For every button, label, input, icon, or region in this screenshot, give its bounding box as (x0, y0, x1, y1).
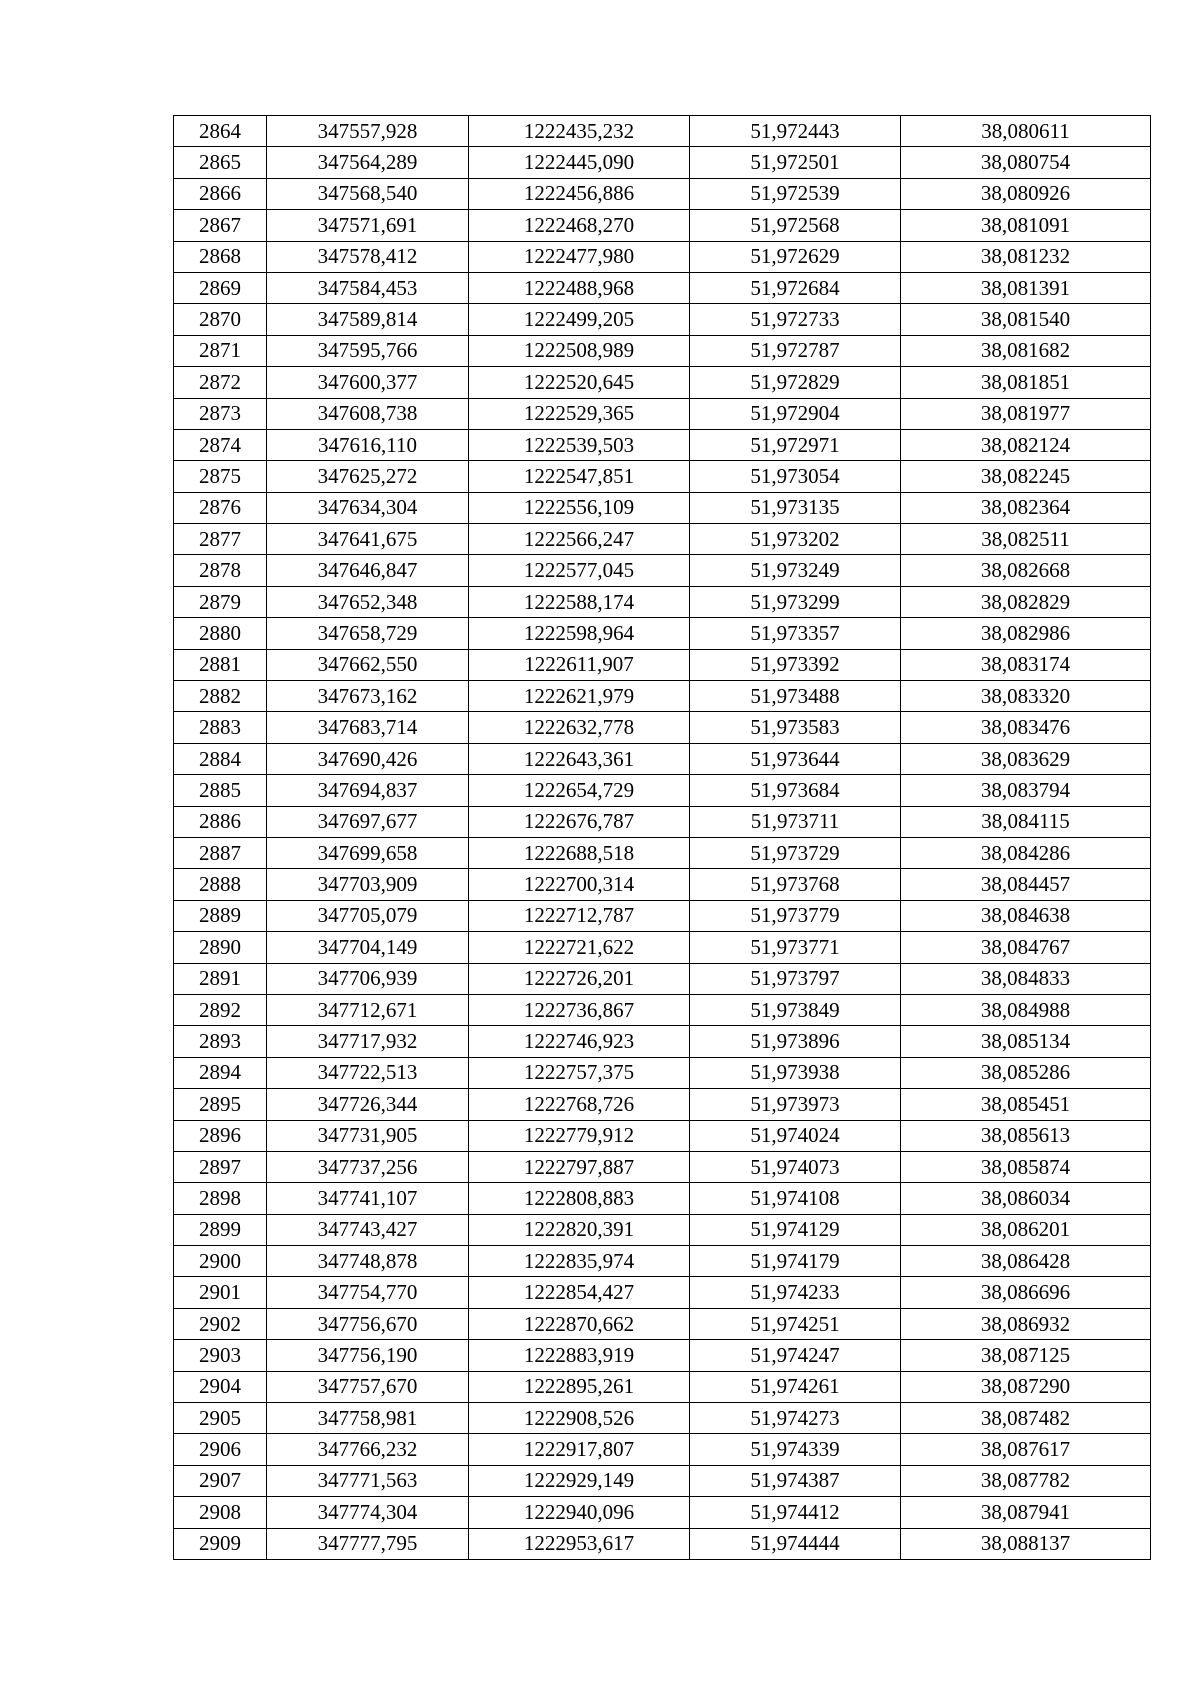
x-coordinate-cell: 347717,932 (267, 1026, 469, 1057)
latitude-cell: 51,973973 (690, 1089, 901, 1120)
longitude-cell: 38,080754 (901, 147, 1151, 178)
x-coordinate-cell: 347726,344 (267, 1089, 469, 1120)
table-row (174, 900, 1151, 931)
longitude-cell: 38,081977 (901, 398, 1151, 429)
y-coordinate-cell: 1222736,867 (469, 994, 690, 1025)
point-number-cell: 2904 (174, 1371, 267, 1402)
y-coordinate-cell: 1222808,883 (469, 1183, 690, 1214)
longitude-cell: 38,083629 (901, 743, 1151, 774)
y-coordinate-cell: 1222456,886 (469, 178, 690, 209)
longitude-cell: 38,086932 (901, 1308, 1151, 1339)
longitude-cell: 38,083794 (901, 775, 1151, 806)
y-coordinate-cell: 1222688,518 (469, 837, 690, 868)
point-number-cell: 2880 (174, 618, 267, 649)
latitude-cell: 51,973729 (690, 837, 901, 868)
longitude-cell: 38,082245 (901, 461, 1151, 492)
longitude-cell: 38,084833 (901, 963, 1151, 994)
y-coordinate-cell: 1222908,526 (469, 1403, 690, 1434)
longitude-cell: 38,082124 (901, 429, 1151, 460)
table-row (174, 429, 1151, 460)
table-row (174, 1497, 1151, 1528)
point-number-cell: 2872 (174, 367, 267, 398)
table-row (174, 1246, 1151, 1277)
latitude-cell: 51,974339 (690, 1434, 901, 1465)
y-coordinate-cell: 1222529,365 (469, 398, 690, 429)
longitude-cell: 38,084115 (901, 806, 1151, 837)
point-number-cell: 2871 (174, 335, 267, 366)
table-row (174, 555, 1151, 586)
x-coordinate-cell: 347683,714 (267, 712, 469, 743)
y-coordinate-cell: 1222508,989 (469, 335, 690, 366)
longitude-cell: 38,083174 (901, 649, 1151, 680)
table-row (174, 1214, 1151, 1245)
x-coordinate-cell: 347754,770 (267, 1277, 469, 1308)
longitude-cell: 38,083476 (901, 712, 1151, 743)
y-coordinate-cell: 1222632,778 (469, 712, 690, 743)
longitude-cell: 38,084638 (901, 900, 1151, 931)
y-coordinate-cell: 1222598,964 (469, 618, 690, 649)
point-number-cell: 2907 (174, 1465, 267, 1496)
latitude-cell: 51,973771 (690, 932, 901, 963)
x-coordinate-cell: 347595,766 (267, 335, 469, 366)
longitude-cell: 38,084457 (901, 869, 1151, 900)
x-coordinate-cell: 347757,670 (267, 1371, 469, 1402)
x-coordinate-cell: 347743,427 (267, 1214, 469, 1245)
x-coordinate-cell: 347756,190 (267, 1340, 469, 1371)
x-coordinate-cell: 347694,837 (267, 775, 469, 806)
point-number-cell: 2877 (174, 524, 267, 555)
y-coordinate-cell: 1222768,726 (469, 1089, 690, 1120)
longitude-cell: 38,087125 (901, 1340, 1151, 1371)
table-row (174, 304, 1151, 335)
table-row (174, 1528, 1151, 1559)
point-number-cell: 2883 (174, 712, 267, 743)
point-number-cell: 2891 (174, 963, 267, 994)
point-number-cell: 2905 (174, 1403, 267, 1434)
x-coordinate-cell: 347771,563 (267, 1465, 469, 1496)
point-number-cell: 2909 (174, 1528, 267, 1559)
point-number-cell: 2867 (174, 210, 267, 241)
longitude-cell: 38,085134 (901, 1026, 1151, 1057)
y-coordinate-cell: 1222577,045 (469, 555, 690, 586)
longitude-cell: 38,082511 (901, 524, 1151, 555)
longitude-cell: 38,082668 (901, 555, 1151, 586)
x-coordinate-cell: 347705,079 (267, 900, 469, 931)
x-coordinate-cell: 347625,272 (267, 461, 469, 492)
latitude-cell: 51,974129 (690, 1214, 901, 1245)
y-coordinate-cell: 1222621,979 (469, 681, 690, 712)
latitude-cell: 51,973684 (690, 775, 901, 806)
latitude-cell: 51,972629 (690, 241, 901, 272)
table-row (174, 178, 1151, 209)
table-row (174, 116, 1151, 147)
latitude-cell: 51,973896 (690, 1026, 901, 1057)
y-coordinate-cell: 1222566,247 (469, 524, 690, 555)
longitude-cell: 38,084988 (901, 994, 1151, 1025)
point-number-cell: 2882 (174, 681, 267, 712)
latitude-cell: 51,974261 (690, 1371, 901, 1402)
x-coordinate-cell: 347634,304 (267, 492, 469, 523)
table-row (174, 524, 1151, 555)
y-coordinate-cell: 1222700,314 (469, 869, 690, 900)
table-row (174, 1277, 1151, 1308)
longitude-cell: 38,083320 (901, 681, 1151, 712)
point-number-cell: 2886 (174, 806, 267, 837)
table-row (174, 147, 1151, 178)
y-coordinate-cell: 1222870,662 (469, 1308, 690, 1339)
longitude-cell: 38,086201 (901, 1214, 1151, 1245)
table-row (174, 618, 1151, 649)
table-row (174, 241, 1151, 272)
latitude-cell: 51,972684 (690, 272, 901, 303)
longitude-cell: 38,087290 (901, 1371, 1151, 1402)
point-number-cell: 2906 (174, 1434, 267, 1465)
y-coordinate-cell: 1222746,923 (469, 1026, 690, 1057)
x-coordinate-cell: 347722,513 (267, 1057, 469, 1088)
x-coordinate-cell: 347584,453 (267, 272, 469, 303)
x-coordinate-cell: 347737,256 (267, 1151, 469, 1182)
latitude-cell: 51,972539 (690, 178, 901, 209)
y-coordinate-cell: 1222611,907 (469, 649, 690, 680)
table-row (174, 869, 1151, 900)
y-coordinate-cell: 1222654,729 (469, 775, 690, 806)
table-row (174, 586, 1151, 617)
point-number-cell: 2875 (174, 461, 267, 492)
table-row (174, 837, 1151, 868)
y-coordinate-cell: 1222477,980 (469, 241, 690, 272)
point-number-cell: 2874 (174, 429, 267, 460)
point-number-cell: 2865 (174, 147, 267, 178)
latitude-cell: 51,972568 (690, 210, 901, 241)
latitude-cell: 51,973711 (690, 806, 901, 837)
longitude-cell: 38,081232 (901, 241, 1151, 272)
table-row (174, 1089, 1151, 1120)
x-coordinate-cell: 347741,107 (267, 1183, 469, 1214)
y-coordinate-cell: 1222712,787 (469, 900, 690, 931)
table-row (174, 806, 1151, 837)
longitude-cell: 38,081851 (901, 367, 1151, 398)
x-coordinate-cell: 347706,939 (267, 963, 469, 994)
x-coordinate-cell: 347758,981 (267, 1403, 469, 1434)
point-number-cell: 2908 (174, 1497, 267, 1528)
latitude-cell: 51,973583 (690, 712, 901, 743)
longitude-cell: 38,085613 (901, 1120, 1151, 1151)
table-row (174, 398, 1151, 429)
x-coordinate-cell: 347699,658 (267, 837, 469, 868)
x-coordinate-cell: 347712,671 (267, 994, 469, 1025)
table-row (174, 1340, 1151, 1371)
y-coordinate-cell: 1222854,427 (469, 1277, 690, 1308)
longitude-cell: 38,087782 (901, 1465, 1151, 1496)
y-coordinate-cell: 1222547,851 (469, 461, 690, 492)
longitude-cell: 38,086428 (901, 1246, 1151, 1277)
x-coordinate-cell: 347766,232 (267, 1434, 469, 1465)
point-number-cell: 2900 (174, 1246, 267, 1277)
point-number-cell: 2902 (174, 1308, 267, 1339)
latitude-cell: 51,972501 (690, 147, 901, 178)
latitude-cell: 51,972787 (690, 335, 901, 366)
latitude-cell: 51,974108 (690, 1183, 901, 1214)
y-coordinate-cell: 1222895,261 (469, 1371, 690, 1402)
x-coordinate-cell: 347731,905 (267, 1120, 469, 1151)
y-coordinate-cell: 1222520,645 (469, 367, 690, 398)
table-row (174, 963, 1151, 994)
y-coordinate-cell: 1222556,109 (469, 492, 690, 523)
y-coordinate-cell: 1222468,270 (469, 210, 690, 241)
x-coordinate-cell: 347641,675 (267, 524, 469, 555)
table-row (174, 210, 1151, 241)
latitude-cell: 51,973392 (690, 649, 901, 680)
point-number-cell: 2887 (174, 837, 267, 868)
latitude-cell: 51,974073 (690, 1151, 901, 1182)
table-row (174, 367, 1151, 398)
table-row (174, 649, 1151, 680)
x-coordinate-cell: 347756,670 (267, 1308, 469, 1339)
latitude-cell: 51,973299 (690, 586, 901, 617)
y-coordinate-cell: 1222588,174 (469, 586, 690, 617)
table-row (174, 712, 1151, 743)
y-coordinate-cell: 1222643,361 (469, 743, 690, 774)
longitude-cell: 38,082364 (901, 492, 1151, 523)
longitude-cell: 38,085874 (901, 1151, 1151, 1182)
point-number-cell: 2878 (174, 555, 267, 586)
y-coordinate-cell: 1222883,919 (469, 1340, 690, 1371)
longitude-cell: 38,087482 (901, 1403, 1151, 1434)
table-row (174, 775, 1151, 806)
latitude-cell: 51,973779 (690, 900, 901, 931)
table-row (174, 1465, 1151, 1496)
point-number-cell: 2864 (174, 116, 267, 147)
y-coordinate-cell: 1222835,974 (469, 1246, 690, 1277)
y-coordinate-cell: 1222929,149 (469, 1465, 690, 1496)
longitude-cell: 38,080926 (901, 178, 1151, 209)
longitude-cell: 38,082829 (901, 586, 1151, 617)
x-coordinate-cell: 347673,162 (267, 681, 469, 712)
latitude-cell: 51,973357 (690, 618, 901, 649)
latitude-cell: 51,974444 (690, 1528, 901, 1559)
table-row (174, 1057, 1151, 1088)
longitude-cell: 38,081391 (901, 272, 1151, 303)
point-number-cell: 2889 (174, 900, 267, 931)
point-number-cell: 2879 (174, 586, 267, 617)
longitude-cell: 38,087617 (901, 1434, 1151, 1465)
table-row (174, 994, 1151, 1025)
point-number-cell: 2893 (174, 1026, 267, 1057)
point-number-cell: 2881 (174, 649, 267, 680)
latitude-cell: 51,972904 (690, 398, 901, 429)
x-coordinate-cell: 347652,348 (267, 586, 469, 617)
latitude-cell: 51,973938 (690, 1057, 901, 1088)
table-row (174, 932, 1151, 963)
longitude-cell: 38,082986 (901, 618, 1151, 649)
x-coordinate-cell: 347777,795 (267, 1528, 469, 1559)
point-number-cell: 2898 (174, 1183, 267, 1214)
table-row (174, 1434, 1151, 1465)
y-coordinate-cell: 1222539,503 (469, 429, 690, 460)
y-coordinate-cell: 1222953,617 (469, 1528, 690, 1559)
coordinates-table-body (174, 116, 1151, 1560)
table-row (174, 1183, 1151, 1214)
point-number-cell: 2897 (174, 1151, 267, 1182)
x-coordinate-cell: 347662,550 (267, 649, 469, 680)
latitude-cell: 51,974251 (690, 1308, 901, 1339)
point-number-cell: 2896 (174, 1120, 267, 1151)
x-coordinate-cell: 347600,377 (267, 367, 469, 398)
table-row (174, 1308, 1151, 1339)
y-coordinate-cell: 1222940,096 (469, 1497, 690, 1528)
point-number-cell: 2888 (174, 869, 267, 900)
x-coordinate-cell: 347557,928 (267, 116, 469, 147)
longitude-cell: 38,080611 (901, 116, 1151, 147)
latitude-cell: 51,974387 (690, 1465, 901, 1496)
y-coordinate-cell: 1222488,968 (469, 272, 690, 303)
table-row (174, 272, 1151, 303)
point-number-cell: 2870 (174, 304, 267, 335)
latitude-cell: 51,973249 (690, 555, 901, 586)
x-coordinate-cell: 347704,149 (267, 932, 469, 963)
x-coordinate-cell: 347690,426 (267, 743, 469, 774)
y-coordinate-cell: 1222676,787 (469, 806, 690, 837)
latitude-cell: 51,972733 (690, 304, 901, 335)
x-coordinate-cell: 347703,909 (267, 869, 469, 900)
y-coordinate-cell: 1222757,375 (469, 1057, 690, 1088)
table-row (174, 1026, 1151, 1057)
point-number-cell: 2890 (174, 932, 267, 963)
longitude-cell: 38,086034 (901, 1183, 1151, 1214)
longitude-cell: 38,085451 (901, 1089, 1151, 1120)
point-number-cell: 2868 (174, 241, 267, 272)
latitude-cell: 51,973644 (690, 743, 901, 774)
longitude-cell: 38,081091 (901, 210, 1151, 241)
longitude-cell: 38,081540 (901, 304, 1151, 335)
point-number-cell: 2876 (174, 492, 267, 523)
latitude-cell: 51,973054 (690, 461, 901, 492)
x-coordinate-cell: 347578,412 (267, 241, 469, 272)
point-number-cell: 2894 (174, 1057, 267, 1088)
latitude-cell: 51,973768 (690, 869, 901, 900)
point-number-cell: 2866 (174, 178, 267, 209)
y-coordinate-cell: 1222721,622 (469, 932, 690, 963)
table-row (174, 1371, 1151, 1402)
latitude-cell: 51,974024 (690, 1120, 901, 1151)
x-coordinate-cell: 347589,814 (267, 304, 469, 335)
longitude-cell: 38,087941 (901, 1497, 1151, 1528)
table-row (174, 1120, 1151, 1151)
x-coordinate-cell: 347658,729 (267, 618, 469, 649)
longitude-cell: 38,088137 (901, 1528, 1151, 1559)
point-number-cell: 2869 (174, 272, 267, 303)
latitude-cell: 51,973849 (690, 994, 901, 1025)
table-row (174, 681, 1151, 712)
longitude-cell: 38,086696 (901, 1277, 1151, 1308)
y-coordinate-cell: 1222820,391 (469, 1214, 690, 1245)
table-row (174, 335, 1151, 366)
table-row (174, 461, 1151, 492)
y-coordinate-cell: 1222499,205 (469, 304, 690, 335)
latitude-cell: 51,972443 (690, 116, 901, 147)
table-row (174, 743, 1151, 774)
point-number-cell: 2899 (174, 1214, 267, 1245)
x-coordinate-cell: 347608,738 (267, 398, 469, 429)
x-coordinate-cell: 347616,110 (267, 429, 469, 460)
x-coordinate-cell: 347568,540 (267, 178, 469, 209)
latitude-cell: 51,974412 (690, 1497, 901, 1528)
latitude-cell: 51,973797 (690, 963, 901, 994)
longitude-cell: 38,084286 (901, 837, 1151, 868)
point-number-cell: 2901 (174, 1277, 267, 1308)
latitude-cell: 51,974247 (690, 1340, 901, 1371)
table-row (174, 1151, 1151, 1182)
y-coordinate-cell: 1222435,232 (469, 116, 690, 147)
x-coordinate-cell: 347774,304 (267, 1497, 469, 1528)
x-coordinate-cell: 347646,847 (267, 555, 469, 586)
longitude-cell: 38,081682 (901, 335, 1151, 366)
x-coordinate-cell: 347571,691 (267, 210, 469, 241)
y-coordinate-cell: 1222445,090 (469, 147, 690, 178)
longitude-cell: 38,085286 (901, 1057, 1151, 1088)
table-row (174, 1403, 1151, 1434)
latitude-cell: 51,974273 (690, 1403, 901, 1434)
y-coordinate-cell: 1222797,887 (469, 1151, 690, 1182)
latitude-cell: 51,973488 (690, 681, 901, 712)
point-number-cell: 2892 (174, 994, 267, 1025)
y-coordinate-cell: 1222726,201 (469, 963, 690, 994)
y-coordinate-cell: 1222779,912 (469, 1120, 690, 1151)
x-coordinate-cell: 347748,878 (267, 1246, 469, 1277)
table-row (174, 492, 1151, 523)
coordinates-table (173, 115, 1151, 1560)
y-coordinate-cell: 1222917,807 (469, 1434, 690, 1465)
latitude-cell: 51,973202 (690, 524, 901, 555)
point-number-cell: 2903 (174, 1340, 267, 1371)
point-number-cell: 2873 (174, 398, 267, 429)
point-number-cell: 2884 (174, 743, 267, 774)
latitude-cell: 51,972971 (690, 429, 901, 460)
x-coordinate-cell: 347697,677 (267, 806, 469, 837)
point-number-cell: 2895 (174, 1089, 267, 1120)
point-number-cell: 2885 (174, 775, 267, 806)
latitude-cell: 51,974179 (690, 1246, 901, 1277)
x-coordinate-cell: 347564,289 (267, 147, 469, 178)
latitude-cell: 51,972829 (690, 367, 901, 398)
longitude-cell: 38,084767 (901, 932, 1151, 963)
latitude-cell: 51,974233 (690, 1277, 901, 1308)
latitude-cell: 51,973135 (690, 492, 901, 523)
